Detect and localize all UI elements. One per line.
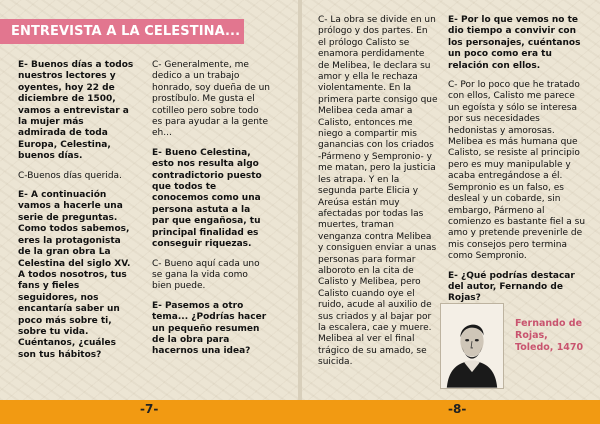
- interview-paragraph: E- Buenos días a todos nuestros lectores y oyentes, hoy 22 de diciembre de 1500, vamos a entrevistar a la mujer más admirada de toda Europa, Celestina, buenos días.: [18, 60, 134, 162]
- footer-bar: [0, 400, 600, 424]
- portrait-caption: Fernando de Rojas, Toledo, 1470: [515, 318, 584, 353]
- author-portrait: [440, 303, 504, 389]
- portrait-illustration: [441, 304, 503, 388]
- interview-paragraph: E- Por lo que vemos no te dio tiempo a convivir con los personajes, cuéntanos un poco como era tu relación con ellos.: [448, 15, 581, 71]
- interview-paragraph: C- La obra se divide en un prólogo y dos partes. En el prólogo Calisto se enamora perdidamente de Melibea, le declara su amor y ella le rechaza violentamente. En la primera parte consigo que Melibea ceda amar a Calisto, entonces me niego a compartir mis ganancias con los criados -Pármeno y Sempronio- y me matan, pero la justicia les atrapa. Y en la segunda parte Elicia y Areúsa están muy afectadas por todas las muertes, traman venganza contra Melibea y consiguen enviar a unas personas para formar alboroto en la cita de Calisto y Melibea, pero Calisto cuando oye el ruido, acude al auxilio de sus criados y al bajar por la escalera, cae y muere. Melibea al ver el final trágico de su amado, se suicida.: [318, 15, 438, 368]
- page-number-right: -8-: [448, 402, 467, 416]
- left-column-1: [18, 60, 134, 369]
- interview-paragraph: C- Generalmente, me dedico a un trabajo honrado, soy dueña de un prostíbulo. Me gusta el cotilleo pero sobre todo es para ayudar a la gente eh...: [152, 60, 271, 139]
- interview-paragraph: E- Bueno Celestina, esto nos resulta algo contradictorio puesto que todos te conocemos como una persona astuta a la par que engañosa, tu principal finalidad es conseguir riquezas.: [152, 147, 262, 250]
- interview-paragraph: E- Pasemos a otro tema... ¿Podrías hacer un pequeño resumen de la obra para hacernos una idea?: [152, 300, 267, 357]
- right-page: [302, 0, 600, 400]
- left-column-2: [152, 60, 270, 366]
- interview-paragraph: C- Por lo poco que he tratado con ellos, Calisto me parece un egoísta y sólo se interesa por sus necesidades hedonistas y amorosas. Melibea es más humana que Calisto, se resiste al principio pero es muy manipulable y acaba entregándose a él. Sempronio es un falso, es desleal y un cobarde, sin embargo, Pármeno al comienzo es bastante fiel a su amo y pretende prevenirle de mis consejos pero termina como Sempronio.: [448, 80, 586, 262]
- interview-paragraph: E- ¿Qué podrías destacar del autor, Fernando de Rojas?: [448, 270, 575, 304]
- interview-paragraph: C-Buenos días querida.: [18, 170, 122, 181]
- interview-paragraph: C- Bueno aquí cada uno se gana la vida como bien puede.: [152, 258, 260, 292]
- page-number-left: -7-: [140, 402, 159, 416]
- article-title: ENTREVISTA A LA CELESTINA...: [0, 19, 244, 44]
- right-column-1: [318, 15, 438, 377]
- left-page: [0, 0, 298, 400]
- right-column-2: [448, 15, 588, 313]
- interview-paragraph: E- A continuación vamos a hacerle una serie de preguntas. Como todos sabemos, eres la protagonista de la gran obra La Celestina del siglo XV. A todos nosotros, tus fans y fieles seguidores, nos encantaría saber un poco más sobre ti, sobre tu vida. Cuéntanos, ¿cuáles son tus hábitos?: [18, 190, 131, 360]
